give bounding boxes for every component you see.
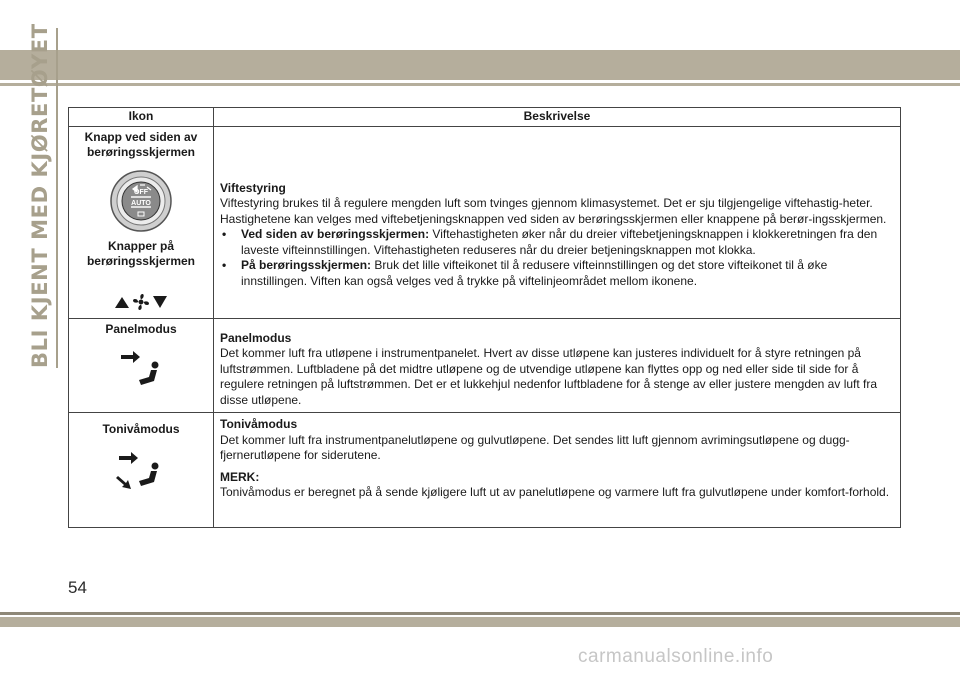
panel-airflow-arrow-icon xyxy=(119,452,138,464)
column-header-description: Beskrivelse xyxy=(214,108,901,127)
icon-cell xyxy=(69,126,214,318)
knob-off-label: OFF xyxy=(134,188,148,196)
icon-label: Knapper på berøringsskjermen xyxy=(86,238,196,268)
seated-person-icon xyxy=(139,462,159,486)
table-row xyxy=(69,318,901,413)
note-title: MERK: xyxy=(220,469,260,484)
page-number: 54 xyxy=(68,578,87,597)
section-paragraph: Det kommer luft fra utløpene i instrumentpanelet. Hvert av disse utløpene kan justeres individuelt for å styre retningen på luftstrømmen. Luftbladene på det midtre utløpene og de utvendige utløpene kan flyttes opp og ned eller side til side for å regulere retningen på luftstrømmen. Det er et lukkehjul nedenfor luftbladene for å stenge av eller justere mengden av luft fra disse utløpene. xyxy=(220,346,878,407)
section-title: Viftestyring xyxy=(220,180,286,195)
icon-label: Tonivåmodus xyxy=(102,422,180,436)
footer-rule xyxy=(0,612,960,615)
section-paragraph: Viftestyring brukes til å regulere mengden luft som tvinges gjennom klimasystemet. Det er sju tilgjengelige viftehastig-heter. Hastighetene kan velges med viftebetjeningsknappen ved siden av berøringsskjermen eller knappene på berør-ingsskjermen. xyxy=(220,196,887,226)
column-header-icon: Ikon xyxy=(69,108,214,127)
table-header-row xyxy=(69,108,901,127)
bullet-heading: Ved siden av berøringsskjermen: xyxy=(241,227,430,241)
icon-cell xyxy=(69,413,214,528)
icon-label: Panelmodus xyxy=(105,321,177,336)
seated-person-icon xyxy=(139,362,159,386)
description-cell xyxy=(214,413,901,528)
icon-cell xyxy=(69,318,214,413)
table-row xyxy=(69,126,901,318)
panel-mode-icon xyxy=(117,349,165,389)
fan-up-arrow-icon xyxy=(115,297,129,308)
description-cell xyxy=(214,318,901,413)
section-title: Panelmodus xyxy=(220,330,292,345)
bullet-heading: På berøringsskjermen: xyxy=(241,258,372,272)
bullet-text: Bruk det lille vifteikonet til å redusere vifteinnstillingen og det store vifteikonet til å øke innstillingen. Viften kan også velges ved å trykke på viftelinjeområdet mellom ikonene. xyxy=(241,258,828,288)
fan-speed-buttons-icon xyxy=(113,292,169,312)
description-cell xyxy=(214,126,901,318)
header-band xyxy=(0,50,960,80)
fan-down-arrow-icon xyxy=(153,296,167,308)
note-text: Tonivåmodus er beregnet på å sende kjøligere luft ut av panelutløpene og varmere luft fra gulvutløpene under komfort-forhold. xyxy=(220,485,890,499)
icon-description-table xyxy=(68,107,901,528)
bullet-list xyxy=(220,227,894,289)
list-item: • Ved siden av berøringsskjermen: Viftehastigheten øker når du dreier viftebetjeningsknappen i klokkeretningen fra den laveste vifteinnstillingen. Viftehastigheten reduseres når du dreier betjeningsknappen mot klokka. xyxy=(222,227,878,257)
fan-icon xyxy=(133,294,149,310)
bilevel-mode-icon xyxy=(115,450,167,494)
watermark: carmanualsonline.info xyxy=(578,646,774,667)
fan-control-knob-icon xyxy=(109,169,173,233)
floor-airflow-arrow-icon xyxy=(116,476,131,489)
icon-label: Knapp ved siden av berøringsskjermen xyxy=(84,129,198,159)
list-item: • På berøringsskjermen: Bruk det lille vifteikonet til å redusere vifteinnstillingen og det store vifteikonet til å øke innstillingen. Viften kan også velges ved å trykke på viftelinjeområdet mellom ikonene. xyxy=(222,258,828,288)
knob-auto-label: AUTO xyxy=(131,199,151,207)
panel-airflow-arrow-icon xyxy=(121,351,140,363)
table-row xyxy=(69,413,901,528)
section-title: Tonivåmodus xyxy=(220,417,298,431)
section-sidebar-title: BLI KJENT MED KJØRETØYET xyxy=(22,28,58,368)
bullet-text: Viftehastigheten øker når du dreier viftebetjeningsknappen i klokkeretningen fra den laveste vifteinnstillingen. Viftehastigheten reduseres når du dreier betjeningsknappen mot klokka. xyxy=(241,227,878,257)
footer-band xyxy=(0,617,960,627)
header-rule xyxy=(0,83,960,86)
section-paragraph: Det kommer luft fra instrumentpanelutløpene og gulvutløpene. Det sendes litt luft gjennom avrimingsutløpene og dugg-fjernerutløpene for siderutene. xyxy=(220,432,850,462)
